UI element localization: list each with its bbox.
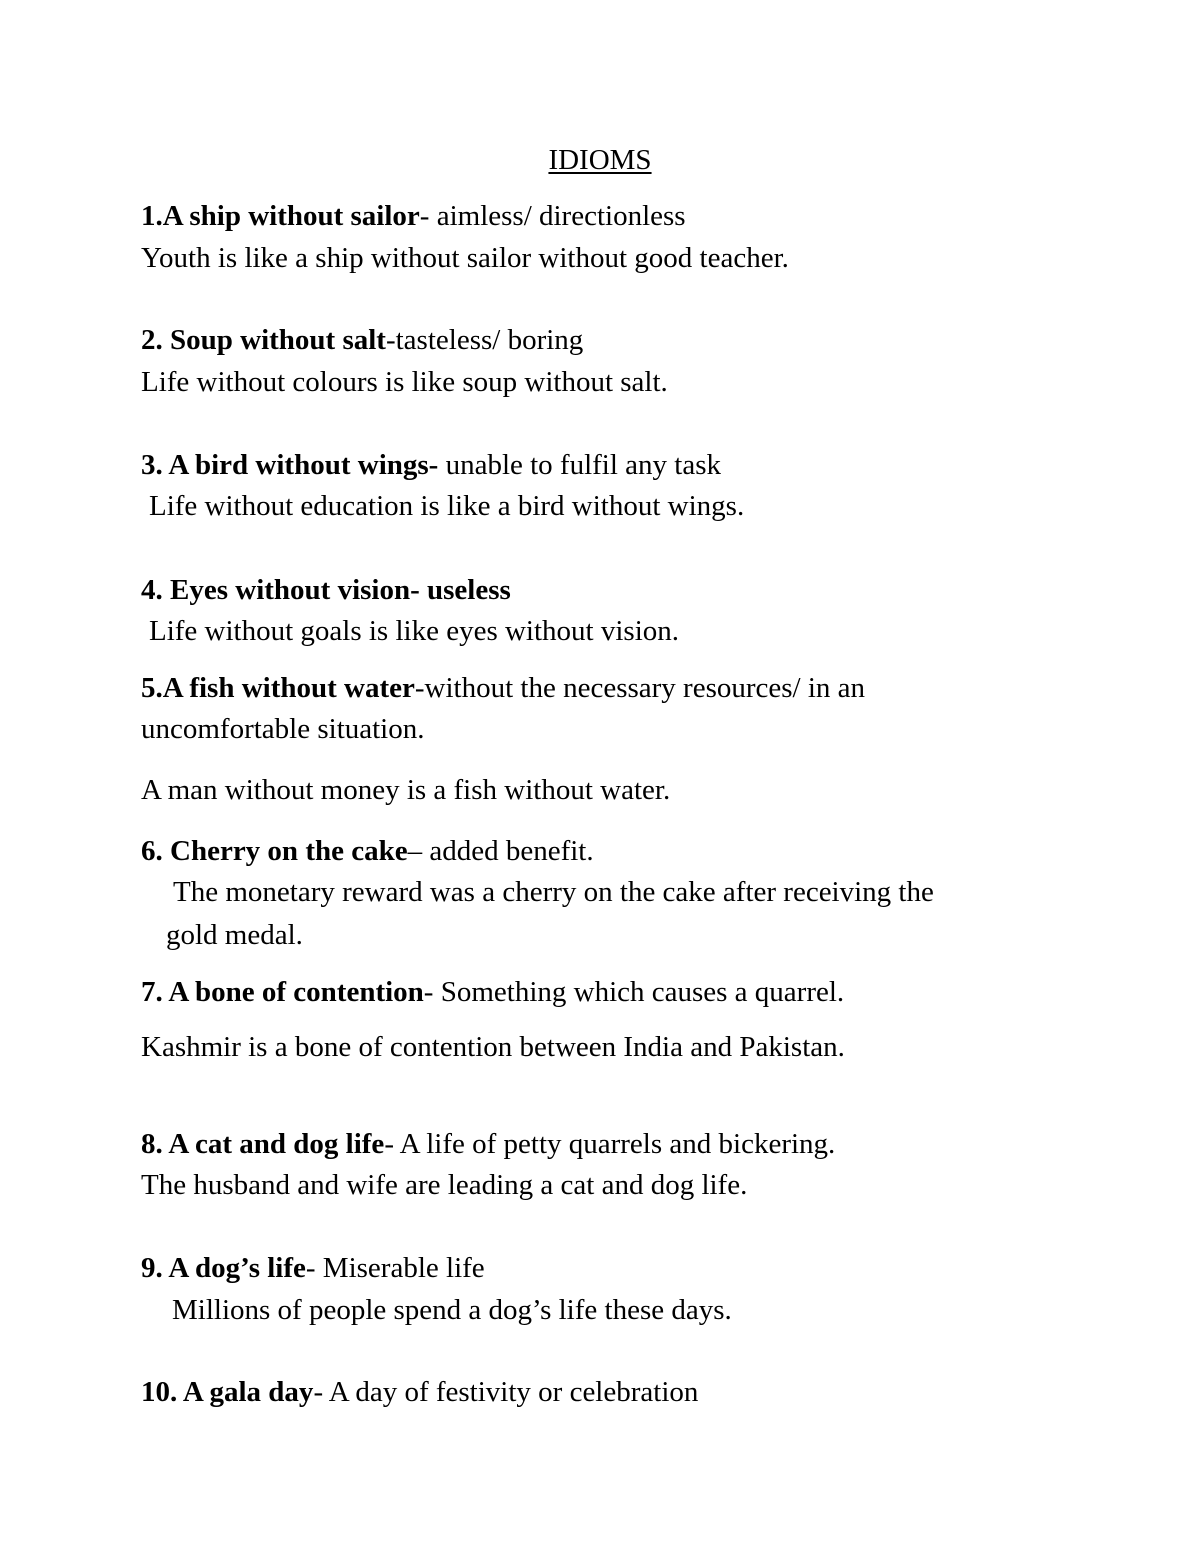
idiom-10-heading <box>141 1378 698 1407</box>
idiom-2-example: Life without colours is like soup without salt. <box>141 366 668 398</box>
idiom-4-example: Life without goals is like eyes without vision. <box>149 615 680 647</box>
idiom-9-number: 9. <box>141 1252 169 1284</box>
page-title: IDIOMS <box>548 144 652 176</box>
idiom-9-heading <box>141 1254 485 1283</box>
idiom-7-phrase: A bone of contention <box>168 976 424 1008</box>
idiom-10-number: 10. <box>141 1376 183 1408</box>
idiom-9-phrase: A dog’s life <box>168 1252 306 1284</box>
idiom-3-example: Life without education is like a bird without wings. <box>149 490 745 522</box>
idiom-6-meaning: – added benefit. <box>407 835 594 867</box>
idiom-3-phrase: A bird without wings- <box>168 449 439 481</box>
idiom-1-number: 1. <box>141 200 163 232</box>
idiom-2-meaning: -tasteless/ boring <box>385 324 584 356</box>
idiom-8-heading <box>141 1130 835 1159</box>
idiom-7-number: 7. <box>141 976 169 1008</box>
idiom-8-number: 8. <box>141 1128 169 1160</box>
idiom-3-meaning: unable to fulfil any task <box>438 449 722 481</box>
idiom-9-meaning: - Miserable life <box>305 1252 485 1284</box>
idiom-5-number: 5. <box>141 672 163 704</box>
idiom-10-meaning: - A day of festivity or celebration <box>313 1376 699 1408</box>
idiom-3-heading <box>141 451 721 480</box>
idiom-6-heading <box>141 837 594 866</box>
idiom-8-meaning: - A life of petty quarrels and bickering. <box>384 1128 836 1160</box>
idiom-2-phrase: Soup without salt <box>170 324 386 356</box>
idiom-6-example: The monetary reward was a cherry on the cake after receiving the <box>173 876 934 908</box>
idiom-7-example: Kashmir is a bone of contention between India and Pakistan. <box>141 1031 845 1063</box>
idiom-5-meaning-cont: uncomfortable situation. <box>141 713 425 745</box>
idiom-6-phrase: Cherry on the cake <box>170 835 408 867</box>
idiom-1-meaning: - aimless/ directionless <box>419 200 686 232</box>
idiom-10-phrase: A gala day <box>182 1376 314 1408</box>
idiom-5-phrase: A fish without water <box>162 672 415 704</box>
idiom-5-example: A man without money is a fish without water. <box>141 774 671 806</box>
idiom-4-phrase: Eyes without vision- useless <box>170 574 511 606</box>
idiom-2-number: 2. <box>141 324 170 356</box>
idiom-1-phrase: A ship without sailor <box>162 200 420 232</box>
idiom-2-heading <box>141 326 583 355</box>
idiom-6-number: 6. <box>141 835 170 867</box>
idiom-5-meaning: -without the necessary resources/ in an <box>414 672 866 704</box>
idiom-1-heading <box>141 202 686 231</box>
idiom-7-meaning: - Something which causes a quarrel. <box>423 976 845 1008</box>
idiom-8-phrase: A cat and dog life <box>168 1128 385 1160</box>
idiom-6-example-cont: gold medal. <box>166 919 303 951</box>
idiom-8-example: The husband and wife are leading a cat and dog life. <box>141 1169 748 1201</box>
idiom-3-number: 3. <box>141 449 169 481</box>
idiom-4-heading <box>141 576 511 605</box>
idiom-5-heading <box>141 674 865 703</box>
idiom-1-example: Youth is like a ship without sailor without good teacher. <box>141 242 789 274</box>
idiom-7-heading <box>141 978 844 1007</box>
idiom-4-number: 4. <box>141 574 170 606</box>
idiom-9-example: Millions of people spend a dog’s life these days. <box>172 1294 732 1326</box>
